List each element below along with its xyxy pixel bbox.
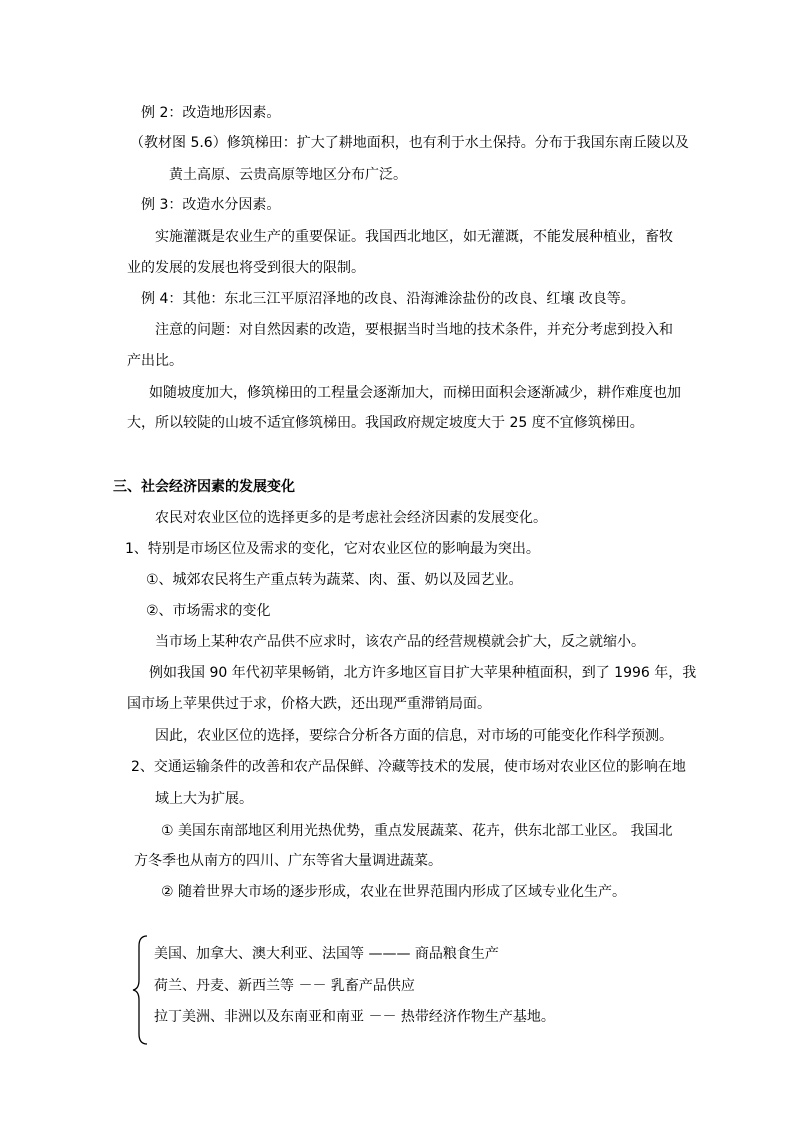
list-item: ②、市场需求的变化: [146, 603, 271, 619]
paragraph-line: 国市场上苹果供过于求，价格大跌，还出现严重滞销局面。: [127, 696, 491, 712]
paragraph-line: 黄土高原、云贵高原等地区分布广泛。: [169, 167, 407, 183]
example-2-heading: 例 2：改造地形因素。: [141, 105, 281, 121]
paragraph-line: 产出比。: [127, 353, 183, 369]
paragraph-line: 业的发展的发展也将受到很大的限制。: [127, 260, 365, 276]
section-heading: 三、社会经济因素的发展变化: [113, 479, 295, 495]
paragraph-line: 当市场上某种农产品供不应求时，该农产品的经营规模就会扩大，反之就缩小。: [155, 634, 645, 650]
paragraph-line: 如随坡度加大，修筑梯田的工程量会逐渐加大，而梯田面积会逐渐减少，耕作难度也加: [149, 385, 681, 401]
paragraph-line: 大，所以较陡的山坡不适宜修筑梯田。我国政府规定坡度大于 25 度不宜修筑梯田。: [127, 415, 644, 431]
list-item: 1、特别是市场区位及需求的变化，它对农业区位的影响最为突出。: [125, 541, 540, 557]
paragraph-line: 例如我国 90 年代初苹果畅销，北方许多地区盲目扩大苹果种植面积，到了 1996 年，我: [149, 665, 697, 681]
paragraph-line: 农民对农业区位的选择更多的是考虑社会经济因素的发展变化。: [155, 510, 547, 526]
paragraph-line: （教材图 5.6）修筑梯田：扩大了耕地面积，也有利于水土保持。分布于我国东南丘陵以及: [130, 135, 689, 151]
example-3-heading: 例 3：改造水分因素。: [141, 197, 281, 213]
paragraph-line: 实施灌溉是农业生产的重要保证。我国西北地区，如无灌溉，不能发展种植业，畜牧: [155, 229, 673, 245]
list-item: ② 随着世界大市场的逐步形成，农业在世界范围内形成了区域专业化生产。: [161, 884, 626, 900]
region-item: 拉丁美洲、非洲以及东南亚和南亚 －－ 热带经济作物生产基地。: [154, 1009, 555, 1025]
region-item: 美国、加拿大、澳大利亚、法国等 ——— 商品粮食生产: [154, 946, 499, 962]
paragraph-line: 方冬季也从南方的四川、广东等省大量调进蔬菜。: [134, 853, 442, 869]
paragraph-line: 注意的问题：对自然因素的改造，要根据当时当地的技术条件，并充分考虑到投入和: [155, 322, 673, 338]
paragraph-line: 域上大为扩展。: [155, 791, 253, 807]
curly-brace-icon: [130, 934, 150, 1046]
example-4-line: 例 4：其他：东北三江平原沼泽地的改良、沿海滩涂盐份的改良、红壤 改良等。: [141, 291, 635, 307]
paragraph-line: 因此，农业区位的选择，要综合分析各方面的信息，对市场的可能变化作科学预测。: [155, 728, 673, 744]
list-item: ①、城郊农民将生产重点转为蔬菜、肉、蛋、奶以及园艺业。: [146, 572, 523, 588]
list-item: 2、交通运输条件的改善和农产品保鲜、冷藏等技术的发展，使市场对农业区位的影响在地: [131, 759, 686, 775]
region-item: 荷兰、丹麦、新西兰等 －－ 乳畜产品供应: [154, 978, 415, 994]
list-item: ① 美国东南部地区利用光热优势，重点发展蔬菜、花卉，供东北部工业区。 我国北: [161, 823, 673, 839]
